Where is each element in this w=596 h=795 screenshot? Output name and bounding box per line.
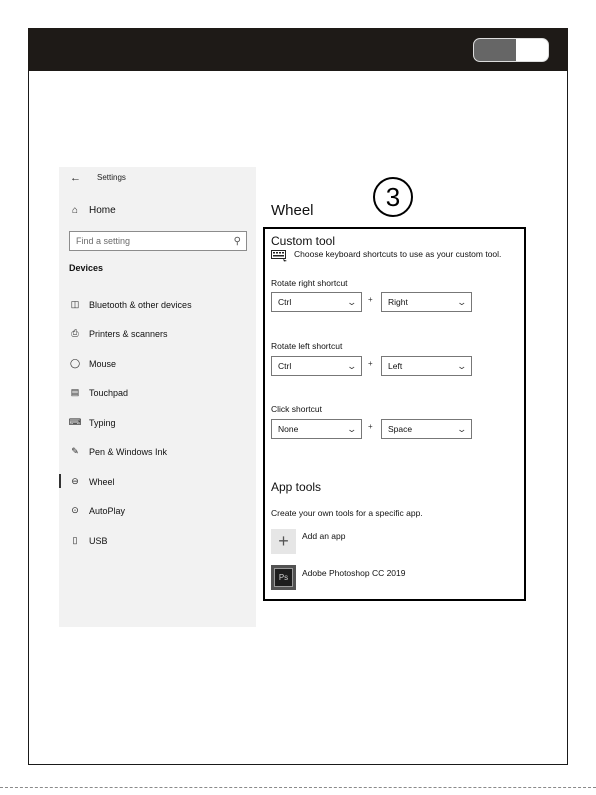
selected-value: Ctrl — [278, 297, 292, 307]
click-modifier-select[interactable] — [271, 419, 362, 439]
add-app-label[interactable]: Add an app — [302, 531, 346, 541]
rotate-right-modifier-select[interactable] — [271, 292, 362, 312]
sidebar-item-typing[interactable] — [69, 417, 116, 428]
sidebar-item-autoplay[interactable] — [69, 505, 125, 516]
window-title: Settings — [97, 173, 126, 182]
keyboard-icon: ⌨ — [68, 417, 82, 427]
rotate-left-modifier-select[interactable] — [271, 356, 362, 376]
search-input[interactable] — [69, 231, 247, 251]
pen-icon: ✎ — [71, 446, 79, 456]
chevron-down-icon: ⌄ — [456, 360, 468, 371]
sidebar-item-pen[interactable] — [69, 446, 167, 457]
selected-value: Left — [388, 361, 403, 371]
rotate-left-label: Rotate left shortcut — [271, 341, 343, 351]
sidebar-item-label: Mouse — [89, 358, 117, 369]
rotate-left-key-select[interactable] — [381, 356, 472, 376]
home-label: Home — [89, 205, 116, 216]
sidebar-item-bluetooth[interactable] — [69, 299, 192, 310]
back-arrow-icon[interactable]: ← — [70, 172, 81, 184]
sidebar-item-label: Pen & Windows Ink — [89, 446, 168, 457]
sidebar-home[interactable] — [69, 205, 116, 216]
plus-icon: + — [278, 531, 289, 551]
autoplay-icon: ⊙ — [71, 505, 79, 515]
sidebar-item-wheel[interactable] — [69, 476, 115, 487]
page-title: Wheel — [271, 202, 314, 219]
photoshop-app-label[interactable]: Adobe Photoshop CC 2019 — [302, 568, 406, 578]
rotate-right-key-select[interactable] — [381, 292, 472, 312]
selected-value: None — [278, 424, 299, 434]
sidebar-item-printers[interactable] — [69, 328, 168, 339]
chevron-down-icon: ⌄ — [346, 296, 358, 307]
sidebar-item-usb[interactable] — [69, 535, 108, 546]
selected-value: Ctrl — [278, 361, 292, 371]
home-icon: ⌂ — [71, 205, 79, 216]
chevron-down-icon: ⌄ — [456, 423, 468, 434]
selected-value: Right — [388, 297, 408, 307]
custom-tool-heading: Custom tool — [271, 234, 336, 248]
touchpad-icon: ▤ — [70, 387, 80, 397]
keyboard-shortcut-icon — [271, 250, 288, 262]
rotate-right-label: Rotate right shortcut — [271, 278, 348, 288]
custom-tool-description: Choose keyboard shortcuts to use as your custom tool. — [294, 249, 502, 259]
page-tab-pill — [473, 38, 549, 62]
click-key-select[interactable] — [381, 419, 472, 439]
chevron-down-icon: ⌄ — [456, 296, 468, 307]
photoshop-app-tile[interactable] — [271, 565, 296, 590]
photoshop-icon: Ps — [274, 568, 293, 587]
plus-separator: + — [368, 422, 373, 431]
sidebar-item-label: Bluetooth & other devices — [89, 299, 192, 310]
bluetooth-devices-icon: ◫ — [70, 299, 80, 309]
sidebar-item-label: AutoPlay — [89, 505, 126, 516]
sidebar-item-touchpad[interactable] — [69, 387, 128, 398]
app-tools-description: Create your own tools for a specific app. — [271, 508, 423, 518]
chevron-down-icon: ⌄ — [346, 423, 358, 434]
sidebar-item-label: USB — [89, 535, 108, 546]
trim-marks — [0, 787, 596, 788]
sidebar-item-label: Typing — [89, 417, 116, 428]
section-title: Devices — [69, 263, 104, 273]
wheel-icon: ⊖ — [71, 476, 79, 486]
add-app-button[interactable] — [271, 529, 296, 554]
sidebar-item-label: Touchpad — [89, 387, 129, 398]
mouse-icon: ◯ — [69, 358, 81, 368]
selected-value: Space — [388, 424, 413, 434]
sidebar-item-mouse[interactable] — [69, 358, 116, 369]
click-shortcut-label: Click shortcut — [271, 404, 323, 414]
active-item-indicator — [59, 474, 61, 488]
app-tools-heading: App tools — [271, 480, 322, 494]
step-number-badge: 3 — [373, 177, 413, 217]
usb-icon: ▯ — [72, 535, 78, 545]
sidebar-item-label: Printers & scanners — [89, 328, 168, 339]
printer-icon: ⎙ — [71, 328, 79, 338]
plus-separator: + — [368, 295, 373, 304]
search-placeholder: Find a setting — [76, 236, 131, 246]
plus-separator: + — [368, 359, 373, 368]
chevron-down-icon: ⌄ — [346, 360, 358, 371]
search-icon: ⚲ — [233, 235, 241, 247]
sidebar-item-label: Wheel — [89, 476, 115, 487]
